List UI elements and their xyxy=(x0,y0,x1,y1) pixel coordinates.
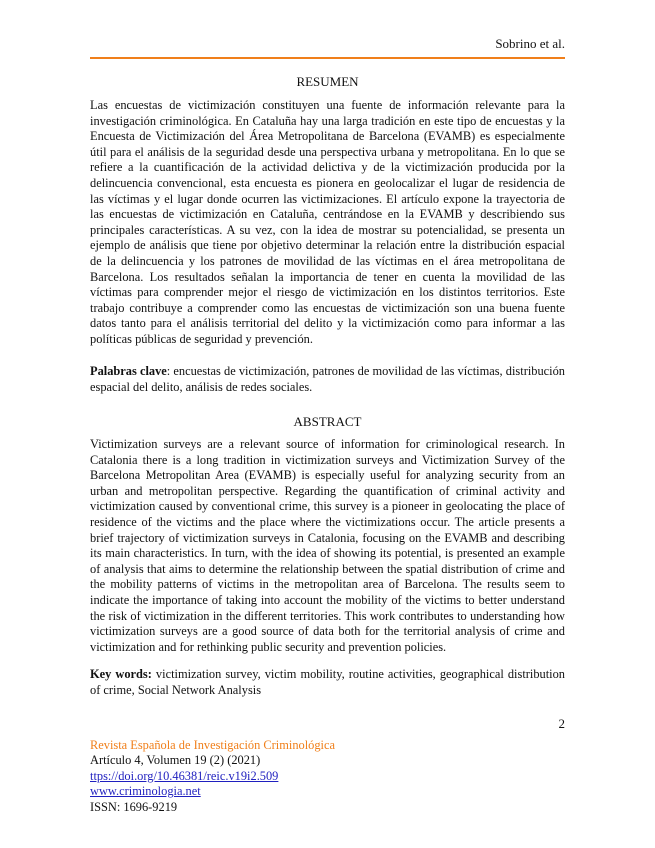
footer-doi-link[interactable]: ttps://doi.org/10.46381/reic.v19i2.509 xyxy=(90,768,279,783)
resumen-text: Las encuestas de victimización constituyen una fuente de información relevante para la investigación criminológica. En Cataluña hay una larga tradición en este tipo de encuestas y la Encuesta de Victimización del Área Metropolitana de Barcelona (EVAMB) es especialmente útil para el análisis de la seguridad desde una perspectiva urbana y metropolitana. En lo que se refiere a la cuantificación de la actividad delictiva y de la victimización producida por la delincuencia convencional, esta encuesta es pionera en geolocalizar el lugar de residencia de las víctimas y el lugar donde ocurren las victimizaciones. El artículo expone la trayectoria de las encuestas de victimización en Cataluña, centrándose en la EVAMB y describiendo sus principales características. A su vez, con la idea de mostrar su potencialidad, se presenta un ejemplo de análisis que tiene por objetivo determinar la relación entre la distribución espacial de la delincuencia y los patrones de movilidad de las víctimas en el área metropolitana de Barcelona. Los resultados señalan la importancia de tener en cuenta la movilidad de las víctimas para comprender mejor el riesgo de victimización en los distintos territorios. Este trabajo contribuye a comprender como las encuestas de victimización son una buena fuente datos tanto para el análisis territorial del delito y la victimización como para informar a las políticas públicas de seguridad y prevención. xyxy=(90,98,565,346)
footer-issn: ISSN: 1696-9219 xyxy=(90,799,178,814)
footer-article: Artículo 4, Volumen 19 (2) (2021) xyxy=(90,753,261,768)
resumen-keywords xyxy=(90,364,565,395)
footer xyxy=(90,738,335,815)
abstract-keywords-list: victimization survey, victim mobility, routine activities, geographical distribution of crime, Social Network Analysis xyxy=(90,667,565,697)
resumen-keywords-label: Palabras clave xyxy=(90,364,167,378)
abstract-keywords xyxy=(90,667,565,698)
resumen-title: RESUMEN xyxy=(296,74,359,89)
resumen-keywords-list: : encuestas de victimización, patrones de movilidad de las víctimas, distribución espacial del delito, análisis de redes sociales. xyxy=(90,364,565,394)
footer-website-link[interactable]: www.criminologia.net xyxy=(90,784,201,799)
abstract-text: Victimization surveys are a relevant source of information for criminological research. In Catalonia there is a long tradition in victimization surveys and Victimization Survey of the Barcelona Metropolitan Area (EVAMB) is especially useful for analyzing security from an urban and metropolitan perspective. Regarding the quantification of criminal activity and victimization caused by conventional crime, this survey is a pioneer in geolocating the place of residence of the victims and the place where the victimizations occur. The article presents a brief trajectory of victimization surveys in Catalonia, focusing on the EVAMB and describing its main characteristics. In turn, with the idea of showing its potential, is presented an example of analysis that aims to determine the relationship between the spatial distribution of crime and the mobility patterns of victims in the metropolitan area of Barcelona. The results seem to indicate the importance of taking into account the mobility of the victims to better understand the risk of victimization in the different territories. This work contributes to understanding how victimization surveys are a good source of data both for the territorial analysis of crime and victimization and for rethinking public security and prevention policies. xyxy=(90,437,565,654)
footer-journal: Revista Española de Investigación Criminológica xyxy=(90,738,335,752)
abstract-title: ABSTRACT xyxy=(293,414,362,429)
header-rule xyxy=(90,57,565,59)
abstract-keywords-label: Key words: xyxy=(90,667,152,681)
page-number: 2 xyxy=(558,716,565,731)
header-author: Sobrino et al. xyxy=(495,36,565,51)
